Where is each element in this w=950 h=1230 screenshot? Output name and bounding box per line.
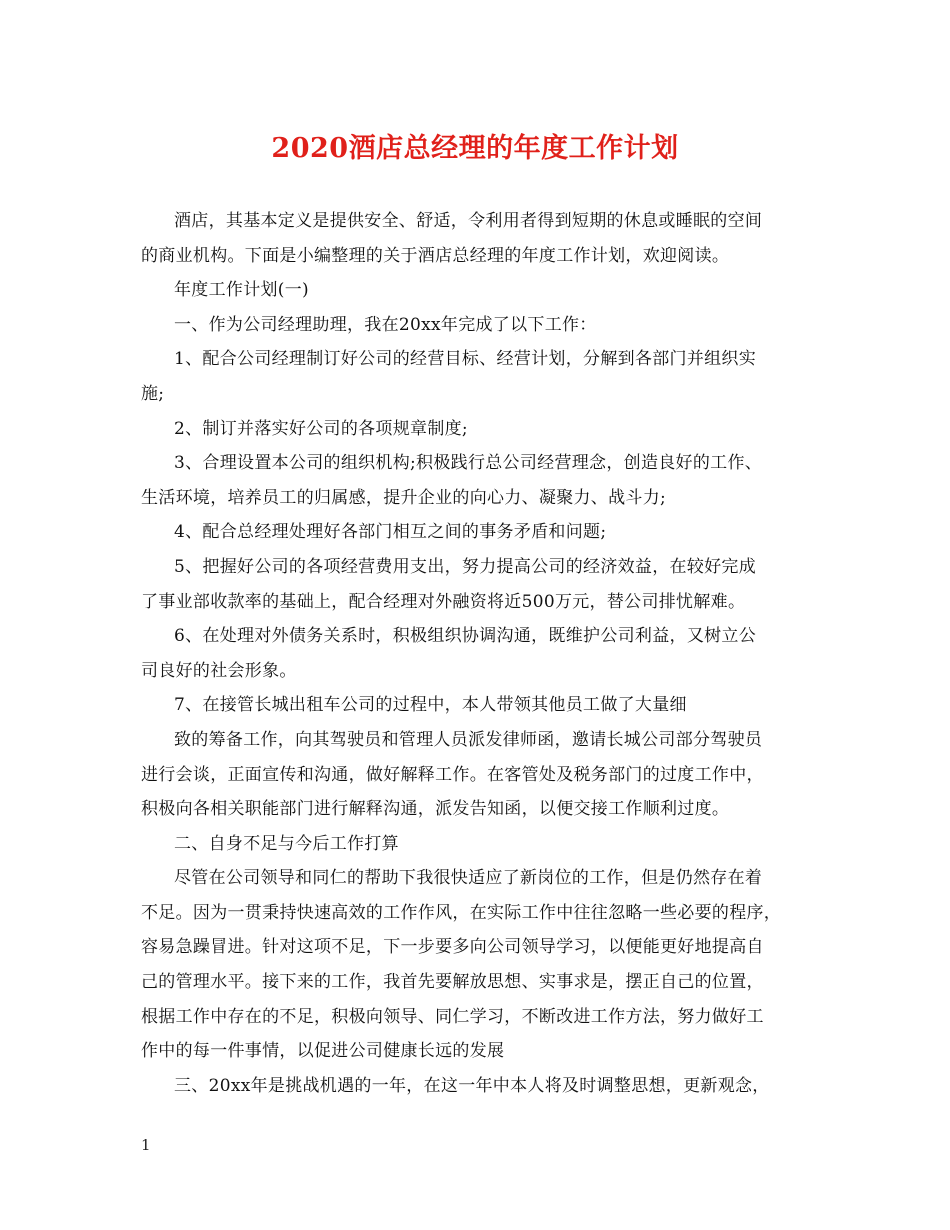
text-line: 根据工作中存在的不足，积极向领导、同仁学习，不断改进工作方法，努力做好工 [141, 1006, 764, 1027]
text-line: 了事业部收款率的基础上，配合经理对外融资将近500万元，替公司排忧解难。 [141, 591, 746, 612]
text-line: 司良好的社会形象。 [141, 660, 297, 681]
text-line: 容易急躁冒进。针对这项不足，下一步要多向公司领导学习，以便能更好地提高自 [141, 937, 764, 958]
text-line: 作中的每一件事情，以促进公司健康长远的发展 [141, 1041, 505, 1062]
text-line: 7、在接管长城出租车公司的过程中，本人带领其他员工做了大量细 [174, 695, 687, 716]
text-line: 酒店，其基本定义是提供安全、舒适，令利用者得到短期的休息或睡眠的空间 [174, 211, 763, 231]
text-line: 一、作为公司经理助理，我在20xx年完成了以下工作： [174, 314, 597, 335]
text-line: 5、把握好公司的各项经营费用支出，努力提高公司的经济效益，在较好完成 [174, 556, 757, 577]
text-line: 4、配合总经理处理好各部门相互之间的事务矛盾和问题; [174, 522, 607, 543]
document-body [141, 204, 817, 1103]
document-title: 2020酒店总经理的年度工作计划 [271, 133, 679, 164]
text-line: 不足。因为一贯秉持快速高效的工作作风，在实际工作中往往忽略一些必要的程序， [141, 902, 782, 923]
page-number: 1 [141, 1136, 151, 1154]
text-line: 6、在处理对外债务关系时，积极组织协调沟通，既维护公司利益，又树立公 [174, 626, 757, 647]
text-line: 生活环境，培养员工的归属感，提升企业的向心力、凝聚力、战斗力; [141, 487, 667, 508]
text-line: 二、自身不足与今后工作打算 [174, 833, 399, 854]
text-line: 己的管理水平。接下来的工作，我首先要解放思想、实事求是，摆正自己的位置， [141, 972, 764, 993]
text-line: 尽管在公司领导和同仁的帮助下我很快适应了新岗位的工作，但是仍然存在着 [174, 868, 763, 889]
text-line: 施; [141, 383, 165, 404]
text-line: 进行会谈，正面宣传和沟通，做好解释工作。在客管处及税务部门的过度工作中， [141, 764, 764, 785]
text-line: 致的筹备工作，向其驾驶员和管理人员派发律师函，邀请长城公司部分驾驶员 [174, 729, 763, 750]
text-line: 1、配合公司经理制订好公司的经营目标、经营计划，分解到各部门并组织实 [174, 349, 757, 370]
text-line: 三、20xx年是挑战机遇的一年，在这一年中本人将及时调整思想，更新观念， [174, 1075, 770, 1096]
text-line: 年度工作计划(一) [174, 280, 309, 301]
text-line: 积极向各相关职能部门进行解释沟通，派发告知函，以便交接工作顺利过度。 [141, 799, 730, 820]
text-line: 的商业机构。下面是小编整理的关于酒店总经理的年度工作计划，欢迎阅读。 [141, 245, 730, 266]
text-line: 3、合理设置本公司的组织机构;积极践行总公司经营理念，创造良好的工作、 [174, 453, 763, 474]
text-line: 2、制订并落实好公司的各项规章制度; [174, 418, 468, 439]
